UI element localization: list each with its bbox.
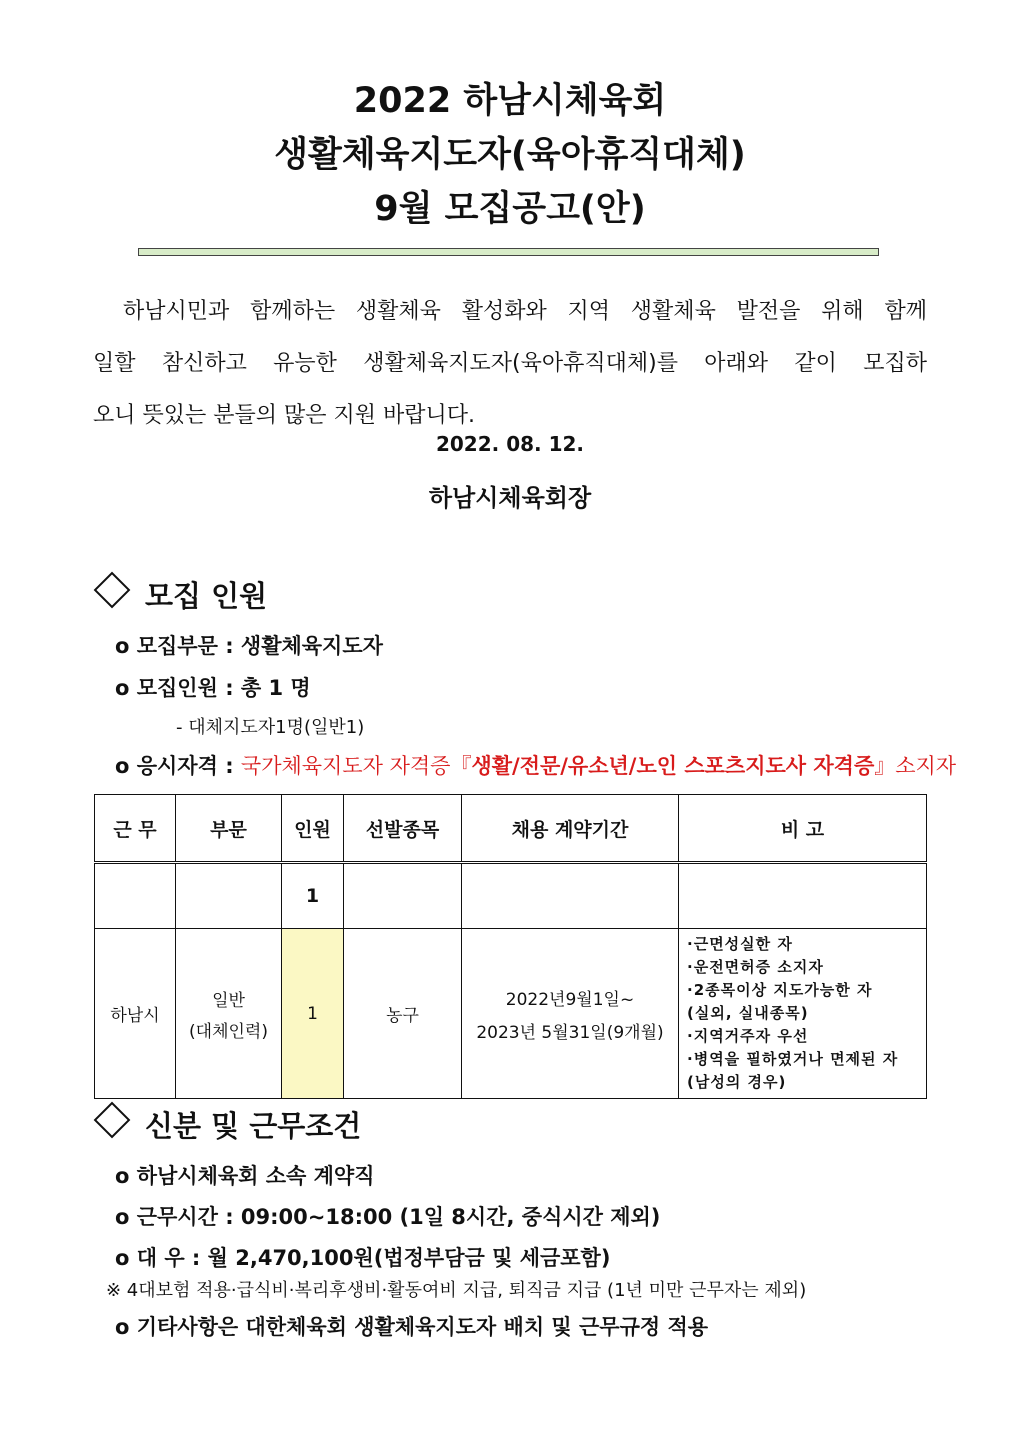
intro-line-1: 하남시민과 함께하는 생활체육 활성화와 지역 생활체육 발전을 위해 함께 — [123, 299, 927, 324]
title-line-2: 생활체육지도자(육아휴직대체) — [274, 135, 746, 175]
recruitment-table — [94, 794, 927, 1099]
diamond-icon — [94, 1102, 131, 1139]
recruit-count-detail: - 대체지도자1명(일반1) — [176, 717, 365, 738]
section-heading-recruitment — [93, 574, 267, 615]
recruit-count: o 모집인원 : 총 1 명 — [115, 676, 311, 700]
table-header-row — [95, 795, 927, 863]
announcement-date: 2022. 08. 12. — [435, 432, 585, 456]
qualification-label: o 응시자격 : — [115, 754, 234, 778]
header-notes: 비 고 — [679, 795, 927, 863]
qualification-suffix: 』소지자 — [874, 754, 957, 778]
header-sport: 선발종목 — [344, 795, 462, 863]
intro-line-3: 오니 뜻있는 분들의 많은 지원 바랍니다. — [93, 403, 475, 428]
qualification-license: 생활/전문/유소년/노인 스포츠지도사 자격증 — [471, 754, 875, 778]
table-row — [95, 929, 927, 1099]
condition-benefits-note: ※ 4대보험 적용·급식비·복리후생비·활동여비 지급, 퇴직금 지급 (1년 미만 근무자는 제외) — [106, 1280, 807, 1301]
intro-line-2: 일할 참신하고 유능한 생활체육지도자(육아휴직대체)를 아래와 같이 모집하 — [93, 351, 927, 376]
condition-other: o 기타사항은 대한체육회 생활체육지도자 배치 및 근무규정 적용 — [115, 1315, 709, 1339]
issuing-organization: 하남시체육회장 — [428, 484, 592, 512]
recruit-department: o 모집부문 : 생활체육지도자 — [115, 634, 383, 658]
header-period: 채용 계약기간 — [462, 795, 679, 863]
total-count: 1 — [282, 863, 344, 929]
cell-location: 하남시 — [95, 929, 176, 1099]
cell-count: 1 — [282, 929, 344, 1099]
cell-notes: ·근면성실한 자 ·운전면허증 소지자 ·2종목이상 지도가능한 자 (실외, 실내종목) ·지역거주자 우선 ·병역을 필하였거나 면제된 자 (남성의 경우) — [679, 929, 927, 1099]
title-line-1: 2022 하남시체육회 — [353, 81, 667, 121]
condition-work-hours: o 근무시간 : 09:00∼18:00 (1일 8시간, 중식시간 제외) — [115, 1205, 661, 1229]
title-divider-bar — [138, 248, 879, 256]
section-title: 신분 및 근무조건 — [145, 1109, 362, 1143]
diamond-icon — [94, 572, 131, 609]
header-location: 근 무 — [95, 795, 176, 863]
header-count: 인원 — [282, 795, 344, 863]
cell-period: 2022년9월1일~ 2023년 5월31일(9개월) — [462, 929, 679, 1099]
qualification-prefix: 국가체육지도자 자격증『 — [240, 754, 472, 778]
cell-sport: 농구 — [344, 929, 462, 1099]
qualification — [115, 750, 956, 780]
section-title: 모집 인원 — [145, 579, 268, 613]
section-heading-conditions — [93, 1104, 361, 1145]
header-department: 부문 — [176, 795, 282, 863]
table-total-row — [95, 863, 927, 929]
intro-paragraph — [93, 286, 927, 442]
cell-department: 일반 (대체인력) — [176, 929, 282, 1099]
condition-employment-type: o 하남시체육회 소속 계약직 — [115, 1164, 375, 1188]
condition-salary: o 대 우 : 월 2,470,100원(법정부담금 및 세금포함) — [115, 1246, 611, 1270]
title-line-3: 9월 모집공고(안) — [374, 189, 646, 229]
